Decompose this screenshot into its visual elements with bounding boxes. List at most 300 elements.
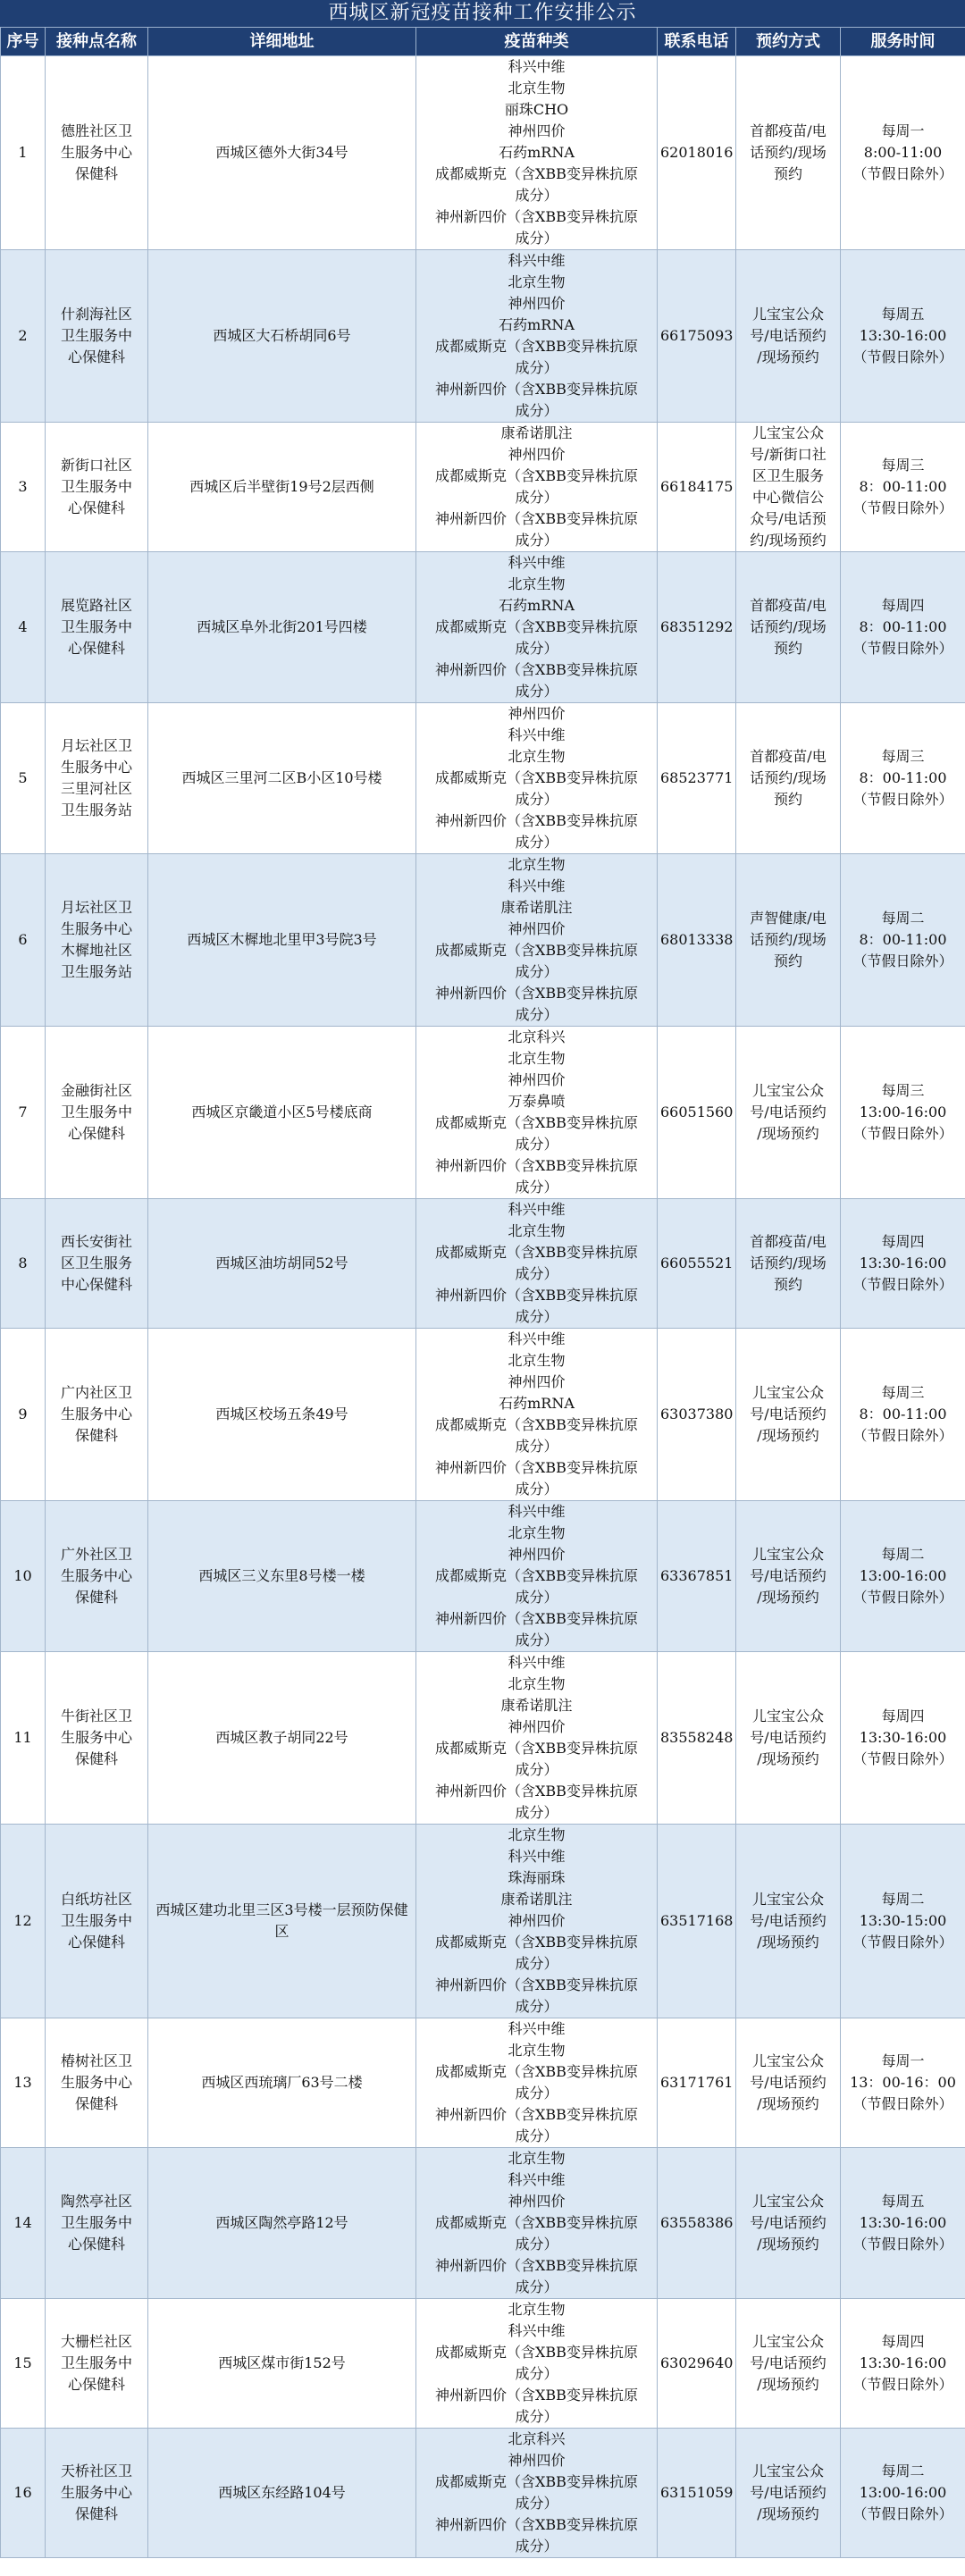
site-name-cell [46,423,148,552]
site-name-cell [46,1652,148,1825]
vaccine-line: 成都威斯克（含XBB变异株抗原 [435,942,638,959]
vaccine-line: 成都威斯克（含XBB变异株抗原 [435,2344,638,2361]
phone-cell: 63517168 [658,1825,736,2018]
booking-method-line: 预约 [773,791,802,808]
row-number: 16 [1,2429,46,2558]
site-name-line: 生服务中心 [60,2074,132,2091]
vaccine-line: 神州四价 [508,295,566,312]
booking-method-cell [736,1652,841,1825]
booking-method-line: 话预约/现场 [750,1254,827,1271]
booking-method-line: 号/电话预约 [750,1567,827,1584]
site-name-line: 生服务中心 [60,1405,132,1422]
phone-cell: 63367851 [658,1501,736,1652]
vaccine-line: 神州新四价（含XBB变异株抗原 [435,2257,638,2274]
site-name-line: 牛街社区卫 [60,1708,132,1724]
table-row [1,1199,965,1329]
site-name-line: 广内社区卫 [60,1384,132,1401]
booking-method-line: /现场预约 [757,2095,819,2112]
service-time-line: 8：00-11:00 [859,478,947,495]
vaccine-line: 科兴中维 [508,2020,566,2037]
col-header-booking-method: 预约方式 [736,28,841,56]
booking-method-line: 号/电话预约 [750,1103,827,1120]
vaccine-line: 成分） [515,963,558,980]
booking-method-cell [736,854,841,1027]
vaccine-line: 神州新四价（含XBB变异株抗原 [435,1610,638,1627]
vaccine-line: 神州新四价（含XBB变异株抗原 [435,2106,638,2123]
vaccine-types-cell [416,2018,658,2148]
service-time-line: 13:30-16:00 [859,2214,947,2231]
site-name-cell [46,2299,148,2429]
service-time-cell [841,1825,965,2018]
vaccine-types-cell [416,854,658,1027]
booking-method-line: 话预约/现场 [750,144,827,161]
vaccine-line: 神州四价 [508,2193,566,2210]
booking-method-line: 话预约/现场 [750,769,827,786]
vaccine-line: 科兴中维 [508,1848,566,1865]
vaccine-line: 神州新四价（含XBB变异株抗原 [435,985,638,1002]
vaccine-line: 北京生物 [508,575,566,592]
vaccine-line: 成都威斯克（含XBB变异株抗原 [435,769,638,786]
booking-method-line: /现场预约 [757,1589,819,1606]
service-time-line: 每周二 [881,1546,925,1563]
booking-method-line: /现场预约 [757,2236,819,2253]
service-time-line: （节假日除外） [852,2376,953,2393]
address-cell: 西城区阜外北街201号四楼 [148,552,416,703]
site-name-line: 大栅栏社区 [60,2333,132,2350]
vaccine-line: 神州新四价（含XBB变异株抗原 [435,381,638,398]
col-header-address: 详细地址 [148,28,416,56]
vaccine-line: 珠海丽珠 [508,1869,566,1886]
table-header [1,28,965,56]
vaccine-line: 成分） [515,2278,558,2295]
site-name-line: 卫生服务中 [60,478,132,495]
vaccine-line: 万泰鼻喷 [508,1093,566,1110]
site-name-line: 心保健科 [67,1125,125,1142]
vaccine-line: 神州四价 [508,705,566,722]
service-time-line: （节假日除外） [852,499,953,516]
site-name-line: 什刹海社区 [60,306,132,323]
booking-method-line: 话预约/现场 [750,931,827,948]
vaccine-line: 成分） [515,683,558,700]
table-row [1,1501,965,1652]
booking-method-line: 号/电话预约 [750,2214,827,2231]
vaccine-line: 成分） [515,2538,558,2555]
service-time-line: （节假日除外） [852,2095,953,2112]
vaccine-types-cell [416,250,658,423]
row-number: 3 [1,423,46,552]
site-name-line: 保健科 [74,2505,118,2522]
col-header-vaccine-type: 疫苗种类 [416,28,658,56]
site-name-line: 保健科 [74,2095,118,2112]
site-name-line: 月坛社区卫 [60,737,132,754]
booking-method-cell [736,2018,841,2148]
service-time-cell [841,854,965,1027]
vaccine-line: 康希诺肌注 [500,424,573,441]
vaccine-line: 科兴中维 [508,58,566,75]
vaccine-line: 神州新四价（含XBB变异株抗原 [435,812,638,829]
booking-method-line: /现场预约 [757,1125,819,1142]
vaccine-line: 成分） [515,1179,558,1196]
site-name-line: 卫生服务中 [60,1103,132,1120]
schedule-table [0,27,965,2558]
booking-method-line: 区卫生服务 [751,467,824,484]
service-time-cell [841,2429,965,2558]
service-time-line: （节假日除外） [852,2505,953,2522]
phone-cell: 66175093 [658,250,736,423]
service-time-line: 8：00-11:00 [859,769,947,786]
site-name-line: 心保健科 [67,1934,125,1951]
booking-method-line: 号/新街口社 [750,446,827,463]
vaccine-line: 成分） [515,791,558,808]
booking-method-cell [736,423,841,552]
service-time-line: 8：00-11:00 [859,618,947,635]
site-name-cell [46,854,148,1027]
booking-method-line: 号/电话预约 [750,1729,827,1746]
vaccine-line: 科兴中维 [508,2171,566,2188]
vaccine-line: 神州新四价（含XBB变异株抗原 [435,1976,638,1993]
vaccine-line: 成分） [515,359,558,376]
site-name-line: 展览路社区 [60,597,132,614]
booking-method-line: /现场预约 [757,2376,819,2393]
site-name-cell [46,250,148,423]
table-row [1,2299,965,2429]
service-time-cell [841,2148,965,2299]
service-time-line: 每周四 [881,2333,925,2350]
service-time-line: 13:30-16:00 [859,1254,947,1271]
site-name-line: 生服务中心 [60,1729,132,1746]
vaccine-line: 康希诺肌注 [500,1697,573,1714]
booking-method-line: 儿宝宝公众 [751,424,824,441]
vaccine-line: 北京生物 [508,1524,566,1541]
row-number: 15 [1,2299,46,2429]
vaccine-line: 神州新四价（含XBB变异株抗原 [435,661,638,678]
service-time-line: 13:00-16:00 [859,2484,947,2501]
vaccine-line: 石药mRNA [499,144,575,161]
booking-method-line: 首都疫苗/电 [750,748,827,765]
table-row [1,1027,965,1199]
col-header-service-time: 服务时间 [841,28,965,56]
service-time-line: 每周五 [881,2193,925,2210]
vaccine-line: 成分） [515,1006,558,1023]
vaccine-types-cell [416,1027,658,1199]
row-number: 11 [1,1652,46,1825]
service-time-line: 每周五 [881,306,925,323]
vaccine-line: 成都威斯克（含XBB变异株抗原 [435,2063,638,2080]
site-name-line: 心保健科 [67,640,125,657]
site-name-line: 卫生服务中 [60,2354,132,2371]
service-time-cell [841,1501,965,1652]
booking-method-cell [736,2429,841,2558]
vaccine-line: 成分） [515,834,558,851]
vaccine-types-cell [416,56,658,250]
vaccine-line: 神州四价 [508,2452,566,2469]
site-name-line: 保健科 [74,1589,118,1606]
vaccine-line: 石药mRNA [499,316,575,333]
vaccine-line: 神州四价 [508,920,566,937]
booking-method-line: 儿宝宝公众 [751,1384,824,1401]
vaccine-types-cell [416,2299,658,2429]
address-cell: 西城区德外大街34号 [148,56,416,250]
phone-cell: 63151059 [658,2429,736,2558]
site-name-cell [46,1501,148,1652]
vaccine-types-cell [416,423,658,552]
booking-method-line: 儿宝宝公众 [751,1082,824,1099]
site-name-line: 心保健科 [67,348,125,365]
row-number: 12 [1,1825,46,2018]
site-name-line: 木樨地社区 [60,942,132,959]
site-name-line: 生服务中心 [60,2484,132,2501]
phone-cell: 68523771 [658,703,736,854]
booking-method-line: 众号/电话预 [750,510,827,527]
site-name-line: 卫生服务中 [60,327,132,344]
site-name-line: 卫生服务中 [60,1912,132,1929]
site-name-line: 心保健科 [67,2376,125,2393]
vaccine-line: 成都威斯克（含XBB变异株抗原 [435,1416,638,1433]
vaccine-line: 科兴中维 [508,1654,566,1671]
vaccine-line: 科兴中维 [508,1330,566,1347]
vaccine-line: 成分） [515,2085,558,2102]
address-cell: 西城区油坊胡同52号 [148,1199,416,1329]
booking-method-line: 号/电话预约 [750,1912,827,1929]
table-row [1,2429,965,2558]
service-time-line: 每周四 [881,597,925,614]
vaccine-line: 科兴中维 [508,877,566,894]
booking-method-line: 号/电话预约 [750,2074,827,2091]
booking-method-line: 儿宝宝公众 [751,1546,824,1563]
booking-method-line: 儿宝宝公众 [751,2333,824,2350]
service-time-line: 13：00-16：00 [850,2074,956,2091]
vaccine-types-cell [416,1825,658,2018]
phone-cell: 68351292 [658,552,736,703]
vaccine-line: 神州四价 [508,1912,566,1929]
site-name-line: 三里河社区 [60,780,132,797]
service-time-line: （节假日除外） [852,640,953,657]
site-name-line: 卫生服务站 [60,801,132,818]
phone-cell: 66055521 [658,1199,736,1329]
service-time-cell [841,56,965,250]
vaccine-line: 石药mRNA [499,597,575,614]
vaccine-line: 成都威斯克（含XBB变异株抗原 [435,1244,638,1261]
booking-method-line: /现场预约 [757,1934,819,1951]
booking-method-line: 儿宝宝公众 [751,2052,824,2069]
address-cell: 西城区大石桥胡同6号 [148,250,416,423]
table-row [1,1825,965,2018]
vaccine-line: 成分） [515,2365,558,2382]
service-time-line: 每周三 [881,457,925,474]
site-name-line: 西长安街社 [60,1233,132,1250]
table-row [1,423,965,552]
vaccine-line: 北京生物 [508,748,566,765]
table-row [1,56,965,250]
address-cell: 西城区陶然亭路12号 [148,2148,416,2299]
booking-method-line: 预约 [773,640,802,657]
booking-method-line: 首都疫苗/电 [750,597,827,614]
booking-method-line: 号/电话预约 [750,2484,827,2501]
address-cell: 西城区西琉璃厂63号二楼 [148,2018,416,2148]
service-time-line: （节假日除外） [852,2236,953,2253]
vaccine-line: 神州四价 [508,1373,566,1390]
booking-method-line: 约/现场预约 [750,532,827,549]
vaccine-line: 成都威斯克（含XBB变异株抗原 [435,2473,638,2490]
booking-method-cell [736,1329,841,1501]
site-name-line: 心保健科 [67,499,125,516]
service-time-line: 每周一 [881,2052,925,2069]
service-time-line: 13:00-16:00 [859,1103,947,1120]
booking-method-cell [736,1825,841,2018]
address-cell: 西城区三义东里8号楼一楼 [148,1501,416,1652]
vaccine-line: 神州新四价（含XBB变异株抗原 [435,2387,638,2404]
address-cell: 西城区校场五条49号 [148,1329,416,1501]
vaccine-line: 北京生物 [508,1050,566,1067]
booking-method-line: 首都疫苗/电 [750,1233,827,1250]
booking-method-cell [736,1199,841,1329]
address-cell: 西城区京畿道小区5号楼底商 [148,1027,416,1199]
booking-method-line: 预约 [773,165,802,182]
site-name-line: 保健科 [74,1427,118,1444]
vaccine-line: 神州四价 [508,446,566,463]
vaccine-line: 成分） [515,402,558,419]
vaccine-types-cell [416,2148,658,2299]
vaccine-line: 成都威斯克（含XBB变异株抗原 [435,165,638,182]
vaccine-line: 北京生物 [508,2301,566,2318]
booking-method-line: 儿宝宝公众 [751,1891,824,1908]
booking-method-line: 预约 [773,952,802,969]
vaccine-line: 北京生物 [508,2042,566,2059]
vaccine-line: 神州新四价（含XBB变异株抗原 [435,208,638,225]
table-row [1,2018,965,2148]
service-time-cell [841,1329,965,1501]
vaccine-line: 成分） [515,1438,558,1455]
vaccine-line: 成分） [515,532,558,549]
site-name-cell [46,2148,148,2299]
vaccine-line: 北京生物 [508,1222,566,1239]
service-time-line: 每周二 [881,2463,925,2480]
booking-method-cell [736,2148,841,2299]
vaccine-line: 科兴中维 [508,726,566,743]
site-name-line: 生服务中心 [60,920,132,937]
vaccine-line: 北京生物 [508,856,566,873]
vaccine-types-cell [416,552,658,703]
col-header-site-name: 接种点名称 [46,28,148,56]
vaccine-line: 北京生物 [508,80,566,96]
booking-method-line: /现场预约 [757,1427,819,1444]
table-row [1,1652,965,1825]
site-name-line: 心保健科 [67,2236,125,2253]
booking-method-line: 号/电话预约 [750,1405,827,1422]
booking-method-line: 首都疫苗/电 [750,122,827,139]
service-time-cell [841,703,965,854]
booking-method-line: 中心微信公 [751,489,824,506]
site-name-line: 保健科 [74,165,118,182]
row-number: 10 [1,1501,46,1652]
booking-method-line: /现场预约 [757,2505,819,2522]
service-time-line: （节假日除外） [852,1125,953,1142]
vaccine-line: 成都威斯克（含XBB变异株抗原 [435,467,638,484]
site-name-line: 陶然亭社区 [60,2193,132,2210]
address-cell: 西城区后半壁街19号2层西侧 [148,423,416,552]
vaccine-line: 北京科兴 [508,1028,566,1045]
service-time-line: （节假日除外） [852,1589,953,1606]
address-cell: 西城区三里河二区B小区10号楼 [148,703,416,854]
booking-method-line: 儿宝宝公众 [751,2193,824,2210]
address-cell: 西城区煤市街152号 [148,2299,416,2429]
address-cell: 西城区建功北里三区3号楼一层预防保健区 [148,1825,416,2018]
service-time-line: （节假日除外） [852,1276,953,1293]
site-name-line: 月坛社区卫 [60,899,132,916]
site-name-line: 生服务中心 [60,1567,132,1584]
vaccine-types-cell [416,703,658,854]
vaccine-line: 成都威斯克（含XBB变异株抗原 [435,2214,638,2231]
site-name-line: 卫生服务中 [60,2214,132,2231]
service-time-line: （节假日除外） [852,1750,953,1767]
vaccine-line: 成分） [515,1481,558,1498]
vaccine-line: 成分） [515,1308,558,1325]
service-time-line: 每周三 [881,748,925,765]
service-time-line: 每周二 [881,910,925,927]
vaccine-line: 成分） [515,1632,558,1649]
row-number: 4 [1,552,46,703]
vaccine-line: 成都威斯克（含XBB变异株抗原 [435,1934,638,1951]
site-name-line: 天桥社区卫 [60,2463,132,2480]
vaccine-line: 科兴中维 [508,2322,566,2339]
vaccine-line: 神州新四价（含XBB变异株抗原 [435,2516,638,2533]
service-time-cell [841,1652,965,1825]
col-header-phone: 联系电话 [658,28,736,56]
vaccine-line: 神州四价 [508,1718,566,1735]
service-time-line: 每周四 [881,1233,925,1250]
vaccine-line: 成分） [515,640,558,657]
vaccine-line: 康希诺肌注 [500,899,573,916]
booking-method-line: 儿宝宝公众 [751,306,824,323]
vaccine-line: 科兴中维 [508,554,566,571]
site-name-line: 椿树社区卫 [60,2052,132,2069]
vaccine-line: 成分） [515,2495,558,2512]
vaccine-types-cell [416,2429,658,2558]
vaccine-line: 成分） [515,1265,558,1282]
site-name-line: 卫生服务中 [60,618,132,635]
vaccine-line: 神州四价 [508,1071,566,1088]
service-time-line: （节假日除外） [852,952,953,969]
address-cell: 西城区木樨地北里甲3号院3号 [148,854,416,1027]
vaccine-line: 成分） [515,2127,558,2144]
vaccine-line: 神州四价 [508,1546,566,1563]
vaccine-line: 成都威斯克（含XBB变异株抗原 [435,1567,638,1584]
site-name-cell [46,1825,148,2018]
phone-cell: 63029640 [658,2299,736,2429]
vaccine-types-cell [416,1199,658,1329]
booking-method-cell [736,1501,841,1652]
vaccine-line: 成分） [515,2236,558,2253]
booking-method-line: /现场预约 [757,348,819,365]
vaccine-types-cell [416,1652,658,1825]
vaccine-line: 神州新四价（含XBB变异株抗原 [435,1287,638,1304]
booking-method-cell [736,250,841,423]
booking-method-line: 号/电话预约 [750,327,827,344]
phone-cell: 68013338 [658,854,736,1027]
service-time-line: 每周三 [881,1082,925,1099]
service-time-line: （节假日除外） [852,348,953,365]
vaccine-line: 科兴中维 [508,252,566,269]
site-name-cell [46,2429,148,2558]
table-row [1,552,965,703]
site-name-line: 新街口社区 [60,457,132,474]
phone-cell: 66184175 [658,423,736,552]
booking-method-line: 话预约/现场 [750,618,827,635]
row-number: 1 [1,56,46,250]
booking-method-cell [736,2299,841,2429]
vaccine-line: 科兴中维 [508,1503,566,1520]
phone-cell: 63037380 [658,1329,736,1501]
